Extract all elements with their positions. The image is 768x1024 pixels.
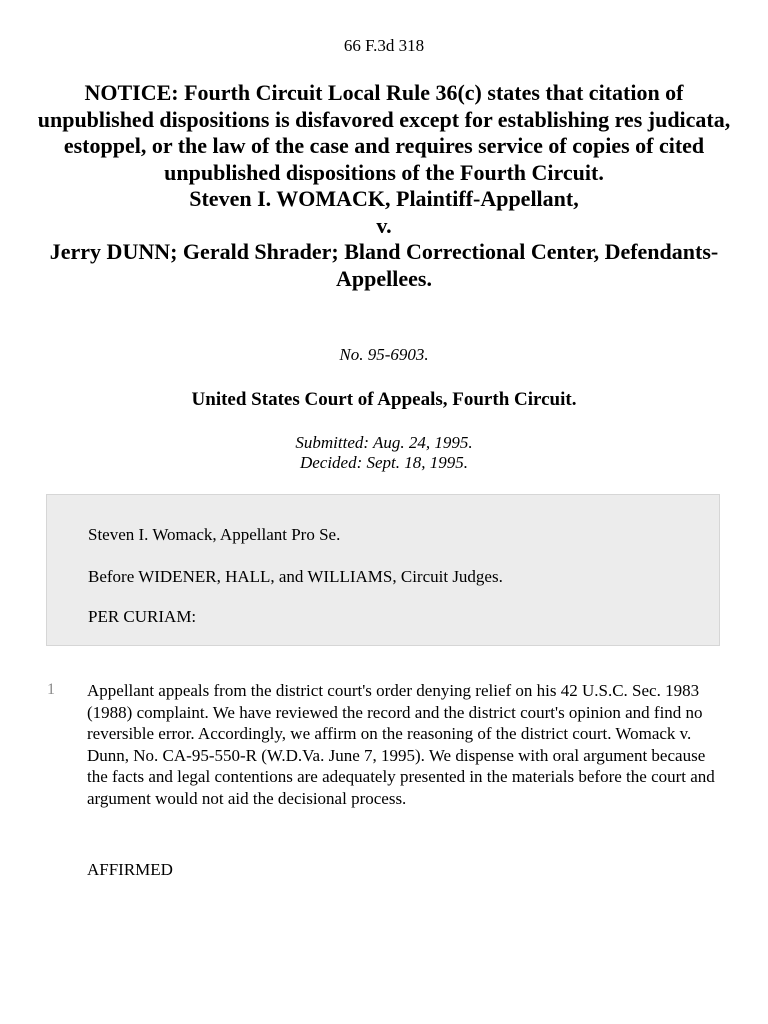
opinion-paragraph: Appellant appeals from the district court's order denying relief on his 42 U.S.C. Sec. 1983 (1988) complaint. We have reviewed the record and the district court's opinion and find no reversible error. Accordingly, we affirm on the reasoning of the district court. Womack v. Dunn, No. CA-95-550-R (W.D.Va. June 7, 1995). We dispense with oral argument because the facts and legal contentions are adequately presented in the materials before the court and argument would not aid the decisional process.: [87, 681, 715, 808]
decided-date: Decided: Sept. 18, 1995.: [299, 453, 469, 472]
appellant-counsel: Steven I. Womack, Appellant Pro Se.: [88, 525, 341, 544]
judges-panel: Before WIDENER, HALL, and WILLIAMS, Circuit Judges.: [88, 567, 503, 586]
defendant-parties: Jerry DUNN; Gerald Shrader; Bland Correctional Center, Defendants-Appellees.: [49, 239, 719, 291]
per-curiam-label: PER CURIAM:: [88, 607, 197, 626]
case-dates: [0, 433, 768, 473]
disposition: AFFIRMED: [87, 860, 173, 879]
paragraph-number: 1: [47, 681, 55, 698]
docket-number: No. 95-6903.: [339, 345, 429, 364]
submitted-date: Submitted: Aug. 24, 1995.: [295, 433, 473, 452]
court-name: United States Court of Appeals, Fourth Circuit.: [191, 389, 577, 410]
versus-label: v.: [376, 212, 392, 238]
case-caption: [30, 80, 738, 292]
case-citation: 66 F.3d 318: [343, 36, 425, 55]
notice-text: NOTICE: Fourth Circuit Local Rule 36(c) states that citation of unpublished dispositions is disfavored except for establishing res judicata, estoppel, or the law of the case and requires service of copies of cited unpublished dispositions of the Fourth Circuit.: [37, 80, 731, 185]
headnote-box: [46, 494, 720, 646]
plaintiff-party: Steven I. WOMACK, Plaintiff-Appellant,: [189, 186, 579, 211]
